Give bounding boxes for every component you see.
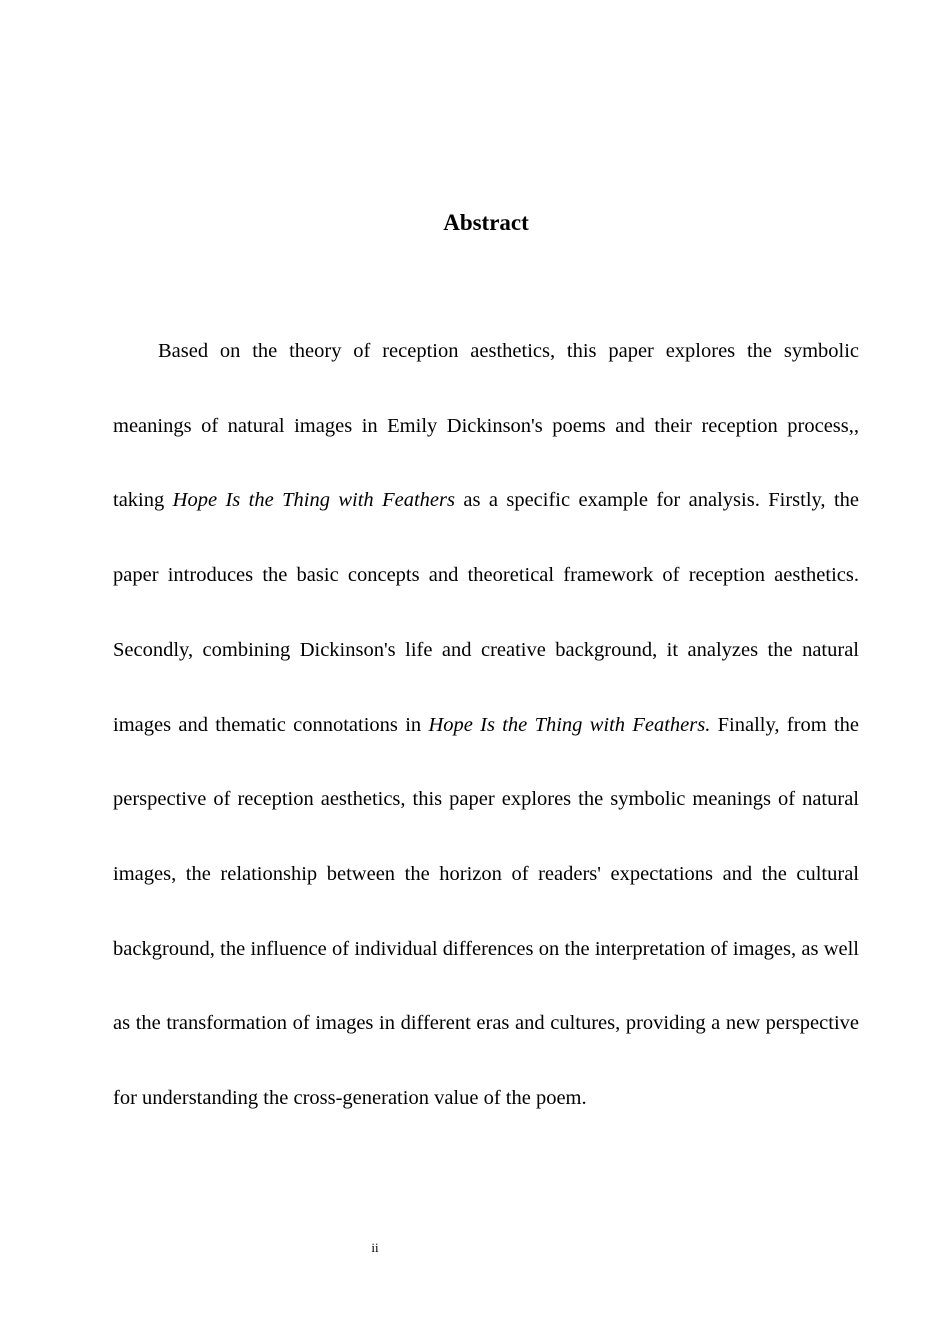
- abstract-paragraph: [113, 314, 859, 1136]
- poem-title-reference: Hope Is the Thing with Feathers.: [428, 713, 711, 736]
- abstract-text-segment: Based on the theory of reception aesthetics, this paper explores the symbolic meanings of natural images in Emily Dickinson's poems and their reception process,, taking: [113, 340, 859, 512]
- abstract-text-segment: Finally, from the perspective of reception aesthetics, this paper explores the symbolic meanings of natural images, the relationship between the horizon of readers' expectations and the cultural background, the influence of individual differences on the interpretation of images, as well as the transformation of images in different eras and cultures, providing a new perspective for understanding the cross-generation value of the poem.: [113, 713, 859, 1110]
- abstract-heading: Abstract: [443, 210, 529, 235]
- poem-title-reference: Hope Is the Thing with Feathers: [172, 489, 455, 512]
- page-number: ii: [371, 1240, 379, 1255]
- abstract-text-segment: as a specific example for analysis. Firstly, the paper introduces the basic concepts and theoretical framework of reception aesthetics. Secondly, combining Dickinson's life and creative background, it analyzes the natural images and thematic connotations in: [113, 489, 860, 736]
